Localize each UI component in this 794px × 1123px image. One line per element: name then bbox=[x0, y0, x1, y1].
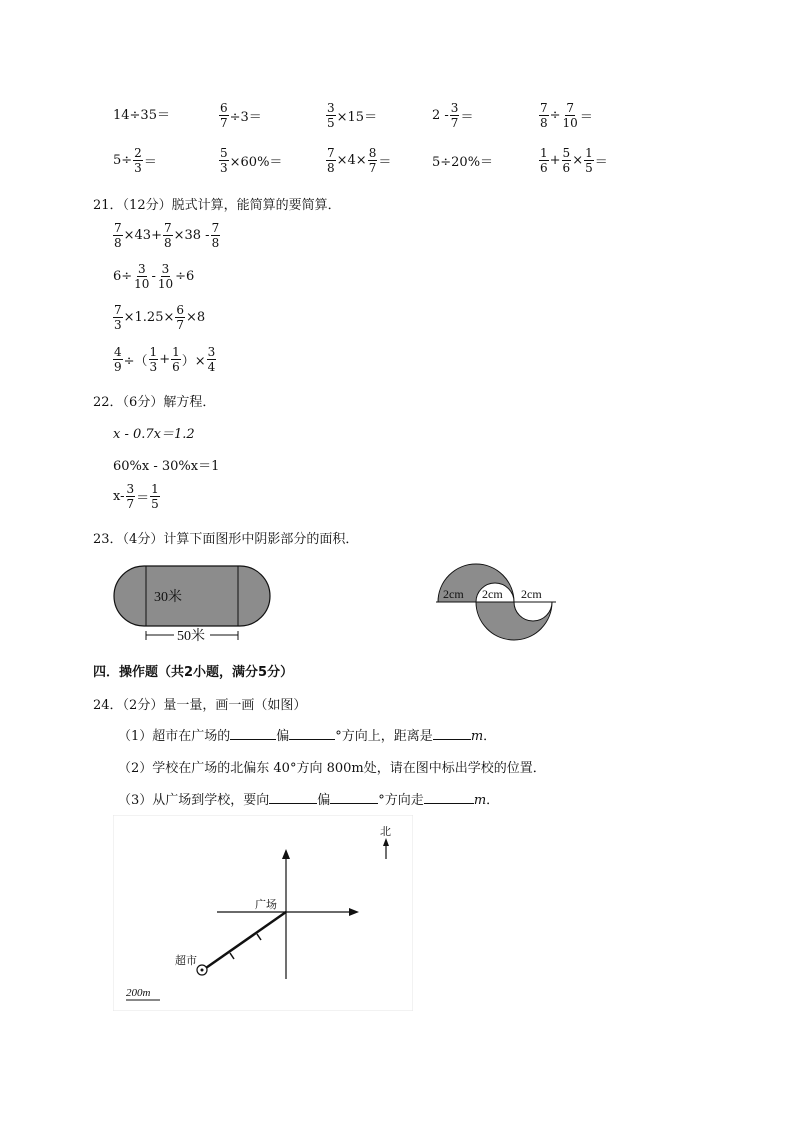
s-curve-label-1: 2cm bbox=[443, 587, 464, 601]
oral-item-1: 14÷35＝ bbox=[113, 108, 170, 123]
blank[interactable] bbox=[330, 791, 378, 804]
s-curve-label-2: 2cm bbox=[482, 587, 503, 601]
stadium-figure bbox=[112, 560, 282, 650]
oral-item-2: $\frac{6}{7}$ ÷3＝ bbox=[220, 101, 262, 130]
q21-expr-3: $\frac{7}{3}$ ×1.25× $\frac{6}{7}$ ×8 bbox=[114, 303, 206, 332]
oral-item-6: 5÷ $\frac{2}{3}$ ＝ bbox=[113, 146, 157, 175]
q24-heading: 24．（2分）量一量，画一画（如图） bbox=[93, 698, 307, 713]
oral-item-8: $\frac{7}{8}$ ×4× $\frac{8}{7}$ ＝ bbox=[327, 146, 392, 175]
square-label: 广场 bbox=[255, 898, 277, 911]
blank[interactable] bbox=[433, 727, 471, 740]
q23-heading: 23．（4分）计算下面图形中阴影部分的面积． bbox=[93, 532, 359, 547]
section-4-heading: 四．操作题（共2小题，满分5分） bbox=[93, 665, 294, 680]
oral-item-4: 2 - $\frac{3}{7}$ ＝ bbox=[432, 101, 474, 130]
q21-heading: 21．（12分）脱式计算，能简算的要简算． bbox=[93, 198, 341, 213]
s-curve-label-3: 2cm bbox=[521, 587, 542, 601]
north-label: 北 bbox=[380, 825, 391, 838]
market-label: 超市 bbox=[175, 954, 197, 967]
scale-label: 200m bbox=[126, 987, 151, 999]
map-figure bbox=[113, 815, 413, 1011]
blank[interactable] bbox=[230, 727, 276, 740]
q22-equation-1: x - 0.7x＝1.2 bbox=[113, 427, 195, 442]
q24-sub-1: （1）超市在广场的 偏 °方向上，距离是 m． bbox=[118, 729, 497, 744]
blank[interactable] bbox=[289, 727, 335, 740]
s-curve-figure bbox=[430, 556, 564, 648]
stadium-width-label: 30米 bbox=[154, 590, 182, 605]
oral-item-9: 5÷20%＝ bbox=[432, 155, 494, 170]
blank[interactable] bbox=[424, 791, 474, 804]
q22-equation-3: x- $\frac{3}{7}$ ＝ $\frac{1}{5}$ bbox=[113, 482, 159, 511]
q24-sub-3: （3）从广场到学校，要向 偏 °方向走 m． bbox=[118, 793, 500, 808]
q21-expr-1: $\frac{7}{8}$ ×43+ $\frac{7}{8}$ ×38 - $\frac{7}{8}$ bbox=[114, 221, 220, 250]
q24-sub-2: （2）学校在广场的北偏东 40°方向 800m处，请在图中标出学校的位置． bbox=[118, 761, 546, 776]
oral-item-5: $\frac{7}{8}$ ÷ $\frac{7}{10}$ ＝ bbox=[540, 101, 593, 130]
q22-heading: 22．（6分）解方程． bbox=[93, 395, 216, 410]
oral-item-3: $\frac{3}{5}$ ×15＝ bbox=[327, 101, 378, 130]
oral-item-7: $\frac{5}{3}$ ×60%＝ bbox=[220, 146, 283, 175]
oral-item-10: $\frac{1}{6}$ + $\frac{5}{6}$ × $\frac{1}{5}$ ＝ bbox=[540, 146, 608, 175]
q21-expr-2: 6÷ $\frac{3}{10}$ - $\frac{3}{10}$ ÷6 bbox=[113, 262, 195, 291]
stadium-length-label: 50米 bbox=[177, 629, 205, 644]
blank[interactable] bbox=[269, 791, 317, 804]
q22-equation-2: 60%x - 30%x＝1 bbox=[113, 459, 220, 474]
q21-expr-4: $\frac{4}{9}$ ÷（ $\frac{1}{3}$ + $\frac{1}{6}$ ）× $\frac{3}{4}$ bbox=[114, 345, 216, 374]
